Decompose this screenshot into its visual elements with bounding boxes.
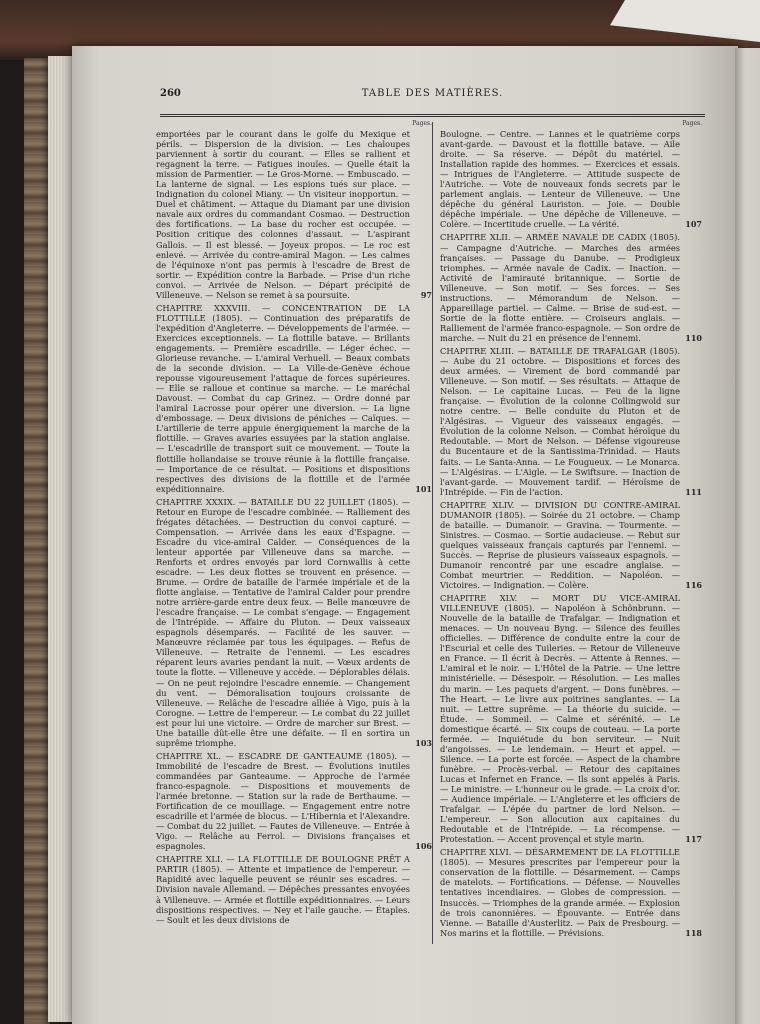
toc-page-number: 107 (685, 219, 702, 230)
toc-entry (440, 129, 702, 229)
toc-entry (440, 346, 702, 497)
toc-entry-text: emportées par le courant dans le golfe du Mexique et périls. — Dispersion de la division. — Les chaloupes parviennent à sortir du courant. — Elles se rallient et regagnent la terre. — Fatigues inouïes. — Quelle était la mission de Parmentier. — Le Gros-Morne. — Embuscado. — La lanterne de signal. — Les espions tués sur place. — Indignation du colonel Miany. — Un visiteur inopportun. — Duel et châtiment. — Attaque du Diamant par une division navale aux ordres du commandant Cosmao. — Destruction des fortifications. — La base du rocher est occupée. — Position critique des colonnes d'assaut. — L'aspirant Gallois. — Il est blessé. — Joyeux propos. — Le roc est enlevé. — Arrivée du contre-amiral Magon. — Les calmes de l'équinoxe n'ont pas permis à l'escadre de Brest de sortir. — Expédition contre la Barbade. — Prise d'un riche convoi. — Arrivée de Nelson. — Départ précipité de Villeneuve. — Nelson se remet à sa poursuite. (156, 129, 410, 300)
page-number: 260 (160, 88, 181, 99)
toc-entry (156, 303, 432, 494)
toc-entry (156, 129, 432, 300)
right-entries (440, 129, 702, 938)
toc-entry-text: CHAPITRE XLV. — MORT DU VICE-AMIRAL VILLENEUVE (1805). — Napoléon à Schönbrunn. — Nouvelle de la bataille de Trafalgar. — Indignation et menaces. — Un nouveau Byng. — Silence des feuilles officielles. — Différence de conduite entre la cour de l'Escurial et celle des Tuileries. — Retour de Villeneuve en France. — Il écrit à Decrès. — Attente à Rennes. — L'amiral et le noir. — L'Hôtel de la Patrie. — Une lettre ministérielle. — Désespoir. — Résolution. — Les malles du marin. — Les paquets d'argent. — Dons funèbres. — The Heart. — Le livre aux poitrines sanglantes. — La nuit. — Lettre suprême. — La théorie du suicide. — Étude. — Sommeil. — Calme et sérénité. — Le domestique écarté. — Six coups de couteau. — La porte fermée. — Inquiétude du bon serviteur. — Nuit d'angoisses. — Le lendemain. — Heurt et appel. — Silence. — La porte est forcée. — Aspect de la chambre funèbre. — Procès-verbal. — Retour des capitaines Lucas et Infernet en France. — Ils sont appelés à Paris. — Le ministre. — L'honneur ou le grade. — La croix d'or. — Audience impériale. — L'Angleterre et les officiers de Trafalgar. — L'épée du partner de lord Nelson. — L'empereur. — Son allocution aux capitaines du Redoutable et de l'Intrépide. — La récompense. — Protestation. — Accent provençal et style marin. (440, 593, 680, 845)
toc-entry-text: CHAPITRE XXXVIII. — CONCENTRATION DE LA FLOTTILLE (1805). — Continuation des préparatifs de l'expédition d'Angleterre. — Développements de l'armée. — Exercices exceptionnels. — La flottille batave. — Brillants engagements. — Première escadrille. — Léger échec. — Glorieuse revanche. — L'amiral Verhuell. — Beaux combats de la seconde division. — La Ville-de-Genève échoue repousse vigoureusement l'attaque de forces supérieures. — Elle se ralloue et continue sa marche. — Le maréchal Davoust. — Combat du cap Grinez. — Ordre donné par l'amiral Lacrosse pour opérer une diversion. — La ligne d'embossage. — Deux divisions de péniches — Caïques. — L'artillerie de terre appuie énergiquement la marche de la flottille. — Graves avaries essuyées par la station anglaise. — L'escadrille de transport suit ce mouvement. — Toute la flottille hollandaise se trouve réunie à la flottille française. — Importance de ce résultat. — Positions et dispositions respectives des divisions de la flottille et de l'armée expéditionnaire. (156, 302, 410, 494)
toc-entry-text: CHAPITRE XLIII. — BATAILLE DE TRAFALGAR (1805). — Aube du 21 octobre. — Dispositions et forces des deux armées. — Virement de bord commandé par Villeneuve. — Son motif. — Ses résultats. — Attaque de Nelson. — Le capitaine Lucas. — Feu de la ligne française. — Évolution de la colonne Collingwold sur notre centre. — Belle conduite du Pluton et de l'Algésiras. — Vigueur des vaisseaux engagés. — Évolution de la colonne Nelson. — Combat héroïque du Redoutable. — Mort de Nelson. — Défense vigoureuse du Bucentaure et de la Santissima-Trinidad. — Hauts faits. — Le Santa-Anna. — Le Fougueux. — Le Monarca. — L'Algésiras. — L'Aigle. — Le Swiftsure. — Inaction de l'avant-garde. — Mouvement tardif. — Héroïsme de l'Intrépide. — Fin de l'action. (440, 345, 680, 497)
toc-entry-text: CHAPITRE XLVI. — DÉSARMEMENT DE LA FLOTTILLE (1805). — Mesures prescrites par l'empereur pour la conservation de la flottille. — Désarmement. — Camps de matelots. — Fortifications. — Défense. — Nouvelles tentatives incendiaires. — Globes de compression. — Insuccès. — Triomphes de la grande armée. — Explosion de trois canonnières. — Épouvante. — Entrée dans Vienne. — Bataille d'Austerlitz. — Paix de Presbourg. — Nos marins et la flottille. — Prévisions. (440, 847, 680, 938)
toc-page-number: 110 (685, 332, 702, 343)
toc-entry (156, 751, 432, 851)
toc-entry-text: CHAPITRE XLIV. — DIVISION DU CONTRE-AMIRAL DUMANOIR (1805). — Soirée du 21 octobre. — Champ de bataille. — Dumanoir. — Gravina. — Tourmente. — Sinistres. — Cosmao. — Sortie audacieuse. — Rebut sur quelques vaisseaux français capturés par l'ennemi. — Succès. — Reprise de plusieurs vaisseaux espagnols. — Dumanoir rencontré par une escadre anglaise. — Combat meurtrier. — Reddition. — Napoléon. — Victoires. — Indignation. — Colère. (440, 499, 680, 591)
toc-entry (440, 232, 702, 343)
toc-page-number: 101 (415, 483, 432, 494)
left-column (156, 120, 432, 950)
left-entries (156, 129, 432, 925)
facing-page-edge (735, 48, 760, 1024)
toc-entry-text: CHAPITRE XXXIX. — BATAILLE DU 22 JUILLET (1805). — Retour en Europe de l'escadre combinée. — Ralliement des frégates détachées. — Destruction du convoi capturé. — Compensation. — Arrivée dans les eaux d'Espagne. — Escadre du vice-amiral Calder. — Conséquences de la lenteur apportée par Villeneuve dans sa marche. — Renforts et ordres envoyés par lord Cornwallis à cette escadre. — Les deux flottes se trouvent en présence. — Brume. — Ordre de bataille de l'armée impériale et de la flotte anglaise. — Tentative de l'amiral Calder pour prendre notre arrière-garde entre deux feux. — Belle manœuvre de l'escadre française. — Le combat s'engage. — Engagement de l'Intrépide. — Affaire du Pluton. — Deux vaisseaux espagnols désemparés. — Facilité de les sauver. — Manœuvre réclamée par tous les équipages. — Refus de Villeneuve. — Retraite de l'ennemi. — Les escadres réparent leurs avaries pendant la nuit. — Vœux ardents de toute la flotte. — Villeneuve y accède. — Déplorables délais. — On ne peut rejoindre l'escadre ennemie. — Changement du vent. — Démoralisation toujours croissante de Villeneuve. — Relâche de l'escadre alliée à Vigo, puis à la Corogne. — Lettre de l'empereur. — Le combat du 22 juillet est pour lui une victoire. — Ordre de marcher sur Brest. — Une bataille dût-elle être une défaite. — Il en sortira un suprême triomphe. (156, 496, 410, 748)
toc-page-number: 118 (685, 927, 702, 938)
pages-column-label: Pages. (412, 120, 432, 127)
toc-page-number: 111 (685, 486, 702, 497)
toc-entry (156, 854, 432, 924)
toc-entry-text: CHAPITRE XLII. — ARMÉE NAVALE DE CADIX (1805). — Campagne d'Autriche. — Marches des armées françaises. — Passage du Danube. — Prodigieux triomphes. — Armée navale de Cadix. — Inaction. — Activité de l'amirauté britannique. — Sortie de Villeneuve. — Son motif. — Ses forces. — Ses instructions. — Mémorandum de Nelson. — Appareillage partiel. — Calme. — Brise de sud-est. — Sortie de la flotte entière. — Croiseurs anglais. — Ralliement de l'armée franco-espagnole. — Son ordre de marche. — Nuit du 21 en présence de l'ennemi. (440, 232, 680, 343)
pages-column-label: Pages. (682, 120, 702, 127)
column-divider (432, 122, 433, 944)
toc-entry (440, 500, 702, 590)
book-spine-edge (24, 58, 50, 1024)
toc-page-number: 97 (420, 289, 432, 300)
running-title: TABLE DES MATIÈRES. (361, 88, 504, 99)
toc-entry (440, 593, 702, 844)
toc-page-number: 117 (685, 834, 702, 845)
toc-entry-text: CHAPITRE XL. — ESCADRE DE GANTEAUME (1805). — Immobilité de l'escadre de Brest. — Évolutions inutiles commandées par Ganteaume. — Approche de l'armée franco-espagnole. — Dispositions et mouvements de l'armée bretonne. — Station sur la rade de Berthaume. — Fortification de ce mouillage. — Engagement entre notre escadrille et l'armée de blocus. — L'Hibernia et l'Alexandre. — Combat du 22 juillet. — Fautes de Villeneuve. — Entrée à Vigo. — Relâche au Ferrol. — Divisions françaises et espagnoles. (156, 750, 410, 852)
toc-entry (156, 497, 432, 748)
toc-page-number: 116 (685, 580, 702, 591)
toc-entry (440, 847, 702, 937)
toc-page-number: 103 (415, 737, 432, 748)
toc-entry-text: Boulogne. — Centre. — Lannes et le quatrième corps avant-garde. — Davoust et la flottille batave. — Aile droite. — Sa réserve. — Dépôt du matériel. — Installation rapide des hommes. — Exercices et essais. — Intrigues de l'Angleterre. — Attitude suspecte de l'Autriche. — Vote de nouveaux fonds secrets par le parlement anglais. — Lenteur de Villeneuve. — Une dépêche du général Lauriston. — Joie. — Double dépêche impériale. — Une dépêche de Villeneuve. — Colère. — Incertitude cruelle. — La vérité. (440, 129, 680, 230)
toc-entry-text: CHAPITRE XLI. — LA FLOTTILLE DE BOULOGNE PRÊT A PARTIR (1805). — Attente et impatience de l'empereur. — Rapidité avec laquelle peuvent se réunir ses escadres. — Division navale Allemand. — Dépêches pressantes envoyées à Villeneuve. — Armée et flottille expéditionnaires. — Leurs dispositions respectives. — Ney et l'aile gauche. — Étaples. — Soult et les deux divisions de (156, 854, 410, 925)
page-header (160, 88, 705, 110)
header-rule (160, 114, 705, 117)
toc-page-number: 106 (415, 841, 432, 852)
right-column (440, 120, 702, 950)
